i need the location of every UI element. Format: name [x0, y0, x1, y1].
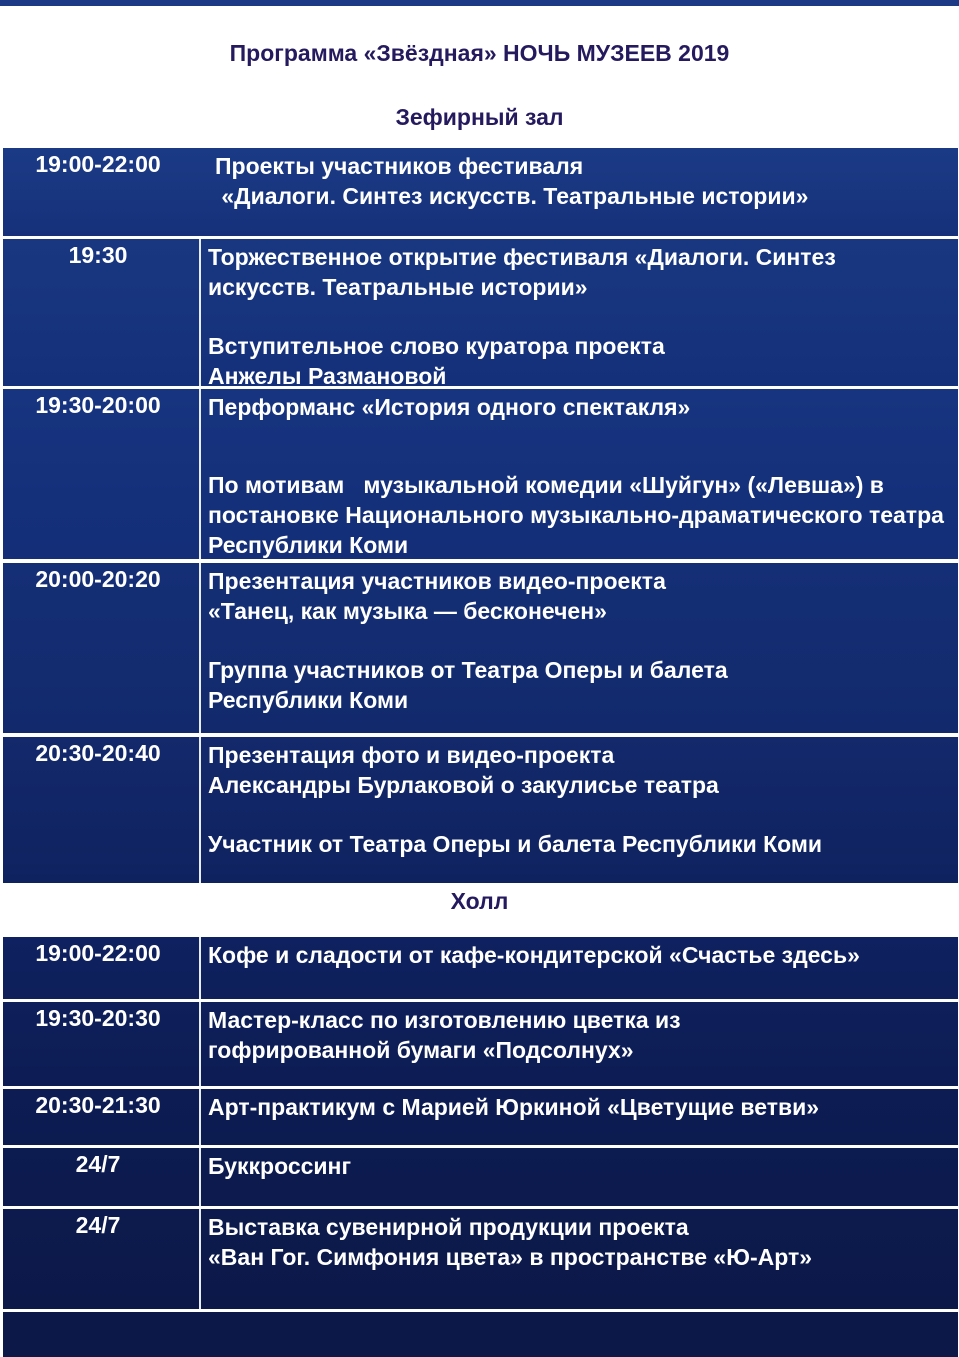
schedule-row [3, 937, 958, 999]
schedule-row [3, 1209, 958, 1309]
row-description [199, 737, 958, 883]
row-line: «Диалоги. Синтез искусств. Театральные истории» [215, 183, 809, 209]
schedule-row [3, 389, 958, 559]
row-description [199, 148, 958, 236]
schedule-row [3, 1148, 958, 1206]
row-block: Участник от Театра Оперы и балета Республики Коми [208, 831, 823, 857]
row-block: Арт-практикум с Марией Юркиной «Цветущие ветви» [208, 1094, 820, 1120]
row-time: 20:30-20:40 [35, 740, 161, 766]
row-block: Презентация участников видео-проекта «Танец, как музыка — бесконечен» [208, 568, 666, 624]
row-description [199, 239, 958, 389]
row-description [199, 563, 958, 733]
row-block: Вступительное слово куратора проекта Анжелы Размановой [208, 333, 665, 389]
row-description [199, 1089, 958, 1145]
row-time: 20:00-20:20 [35, 566, 161, 592]
schedule-row [3, 239, 958, 389]
row-time: 19:30 [68, 242, 128, 268]
row-time: 19:00-22:00 [35, 940, 161, 966]
row-time: 19:00-22:00 [35, 151, 161, 177]
row-block: Группа участников от Театра Оперы и балета Республики Коми [208, 657, 728, 713]
section-heading-hall: Холл [450, 888, 509, 914]
row-line: Проекты участников фестиваля [215, 153, 584, 179]
row-block: Кофе и сладости от кафе-кондитерской «Счастье здесь» [208, 942, 860, 968]
row-description [199, 1002, 958, 1086]
row-description [199, 1148, 958, 1206]
row-description [199, 1209, 958, 1309]
row-block: Буккроссинг [208, 1153, 352, 1179]
bottom-band [3, 1312, 958, 1357]
row-time: 19:30-20:00 [35, 392, 161, 418]
row-time: 20:30-21:30 [35, 1092, 161, 1118]
row-description [199, 937, 958, 999]
row-block: Презентация фото и видео-проекта Александры Бурлаковой о закулисье театра [208, 742, 719, 798]
row-block: Торжественное открытие фестиваля «Диалоги. Синтез искусств. Театральные истории» [208, 244, 843, 300]
row-block: Перформанс «История одного спектакля» [208, 394, 691, 420]
row-time: 24/7 [75, 1212, 121, 1238]
row-time: 24/7 [75, 1151, 121, 1177]
row-block: По мотивам музыкальной комедии «Шуйгун» («Левша») в постановке Национального музыкально-драматического театра Республики Коми [208, 472, 951, 558]
row-block: Выставка сувенирной продукции проекта «Ван Гог. Симфония цвета» в пространстве «Ю-Арт» [208, 1214, 813, 1270]
row-description [199, 389, 958, 559]
schedule-row [3, 563, 958, 733]
schedule-row [3, 737, 958, 883]
schedule-row [3, 1089, 958, 1145]
section-heading-zephyr-hall: Зефирный зал [395, 104, 564, 130]
row-block: Мастер-класс по изготовлению цветка из гофрированной бумаги «Подсолнух» [208, 1007, 681, 1063]
row-time: 19:30-20:30 [35, 1005, 161, 1031]
schedule-row [3, 148, 958, 236]
schedule-row [3, 1002, 958, 1086]
page-title: Программа «Звёздная» НОЧЬ МУЗЕЕВ 2019 [229, 40, 730, 66]
top-accent-bar [0, 0, 959, 6]
